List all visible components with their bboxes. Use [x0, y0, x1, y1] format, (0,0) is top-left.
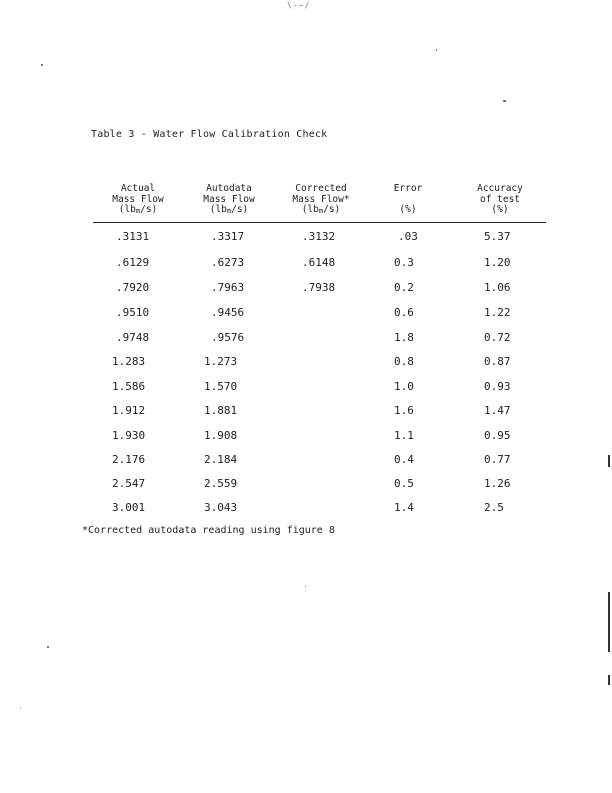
cell-actual: .3131: [116, 230, 150, 243]
cell-accuracy: 2.5: [484, 501, 504, 514]
header-line: Actual: [120, 183, 156, 194]
cell-error: 1.1: [394, 429, 414, 442]
scan-speck: [436, 49, 437, 51]
cell-autodata: .6273: [211, 256, 245, 269]
column-header-actual-mass-flow: [104, 184, 172, 217]
table-row: [0, 429, 612, 445]
header-line: Corrected: [295, 183, 347, 194]
cell-error: 1.0: [394, 380, 414, 393]
cell-autodata: .9576: [211, 331, 245, 344]
header-line: Autodata: [206, 183, 252, 194]
table-row: [0, 404, 612, 420]
cell-autodata: .7963: [211, 281, 245, 294]
cell-actual: .6129: [116, 256, 150, 269]
scan-edge-line: [608, 592, 610, 652]
header-units: $(lb_m/s)$: [118, 204, 158, 215]
header-line: Mass Flow: [112, 193, 164, 205]
cell-autodata: .3317: [211, 230, 245, 243]
cell-accuracy: 5.37: [484, 230, 511, 243]
cell-accuracy: 0.77: [484, 453, 511, 466]
cell-error: .03: [398, 230, 418, 243]
header-line: Error: [393, 183, 423, 194]
scan-edge-line: [608, 675, 610, 685]
cell-accuracy: 0.72: [484, 331, 511, 344]
scan-speck: [503, 100, 506, 102]
cell-autodata: 1.570: [204, 380, 238, 393]
cell-autodata: 1.881: [204, 404, 238, 417]
cell-autodata: 2.184: [204, 453, 238, 466]
cell-error: 0.6: [394, 306, 414, 319]
cell-error: 0.4: [394, 453, 414, 466]
table-row: [0, 501, 612, 517]
table-row: [0, 453, 612, 469]
header-line: Accuracy: [477, 183, 523, 194]
cell-actual: .9510: [116, 306, 150, 319]
cell-error: 1.6: [394, 404, 414, 417]
table-title: Table 3 - Water Flow Calibration Check: [91, 129, 328, 140]
cell-accuracy: 1.06: [484, 281, 511, 294]
cell-actual: 1.283: [112, 355, 146, 368]
cell-actual: 1.586: [112, 380, 146, 393]
cell-accuracy: 1.20: [484, 256, 511, 269]
column-header-accuracy-of-test: [465, 184, 535, 216]
cell-autodata: 2.559: [204, 477, 238, 490]
scan-speck: [47, 646, 49, 648]
cell-error: 0.8: [394, 355, 414, 368]
header-units: (%): [491, 204, 509, 215]
cell-actual: 2.176: [112, 453, 146, 466]
table-row: [0, 256, 612, 272]
page-top-mark: \-~/: [287, 1, 311, 10]
cell-corrected: .6148: [302, 256, 336, 269]
cell-accuracy: 0.87: [484, 355, 511, 368]
cell-actual: .9748: [116, 331, 150, 344]
cell-autodata: 3.043: [204, 501, 238, 514]
column-header-error: [378, 184, 438, 216]
cell-accuracy: 1.47: [484, 404, 511, 417]
cell-actual: 3.001: [112, 501, 146, 514]
cell-error: 0.5: [394, 477, 414, 490]
cell-actual: .7920: [116, 281, 150, 294]
header-units: $(lb_m/s)$: [209, 204, 249, 215]
table-row: [0, 477, 612, 493]
cell-corrected: .7938: [302, 281, 336, 294]
table-row: [0, 281, 612, 297]
cell-actual: 1.930: [112, 429, 146, 442]
cell-autodata: 1.273: [204, 355, 238, 368]
header-line: Mass Flow: [203, 193, 255, 205]
column-header-corrected-mass-flow: [285, 184, 357, 217]
cell-error: 0.3: [394, 256, 414, 269]
column-header-autodata-mass-flow: [195, 184, 263, 217]
table-footnote: *Corrected autodata reading using figure 8: [82, 525, 335, 536]
header-units: (%): [399, 204, 417, 215]
header-rule: [93, 222, 546, 223]
header-line: Mass Flow*: [292, 193, 350, 205]
cell-corrected: .3132: [302, 230, 336, 243]
header-units: $(lb_m/s)$: [301, 204, 341, 215]
cell-error: 1.8: [394, 331, 414, 344]
table-row: [0, 306, 612, 322]
cell-accuracy: 1.26: [484, 477, 511, 490]
cell-accuracy: 1.22: [484, 306, 511, 319]
table-row: [0, 380, 612, 396]
scan-speck: [20, 708, 21, 709]
table-row: [0, 355, 612, 371]
table-row: [0, 331, 612, 347]
cell-actual: 1.912: [112, 404, 146, 417]
cell-error: 0.2: [394, 281, 414, 294]
cell-autodata: .9456: [211, 306, 245, 319]
cell-accuracy: 0.95: [484, 429, 511, 442]
cell-actual: 2.547: [112, 477, 146, 490]
table-row: [0, 230, 612, 246]
cell-error: 1.4: [394, 501, 414, 514]
header-line: of test: [479, 193, 521, 205]
cell-accuracy: 0.93: [484, 380, 511, 393]
scan-speck: [41, 64, 43, 66]
scan-speck: [305, 586, 306, 587]
cell-autodata: 1.908: [204, 429, 238, 442]
